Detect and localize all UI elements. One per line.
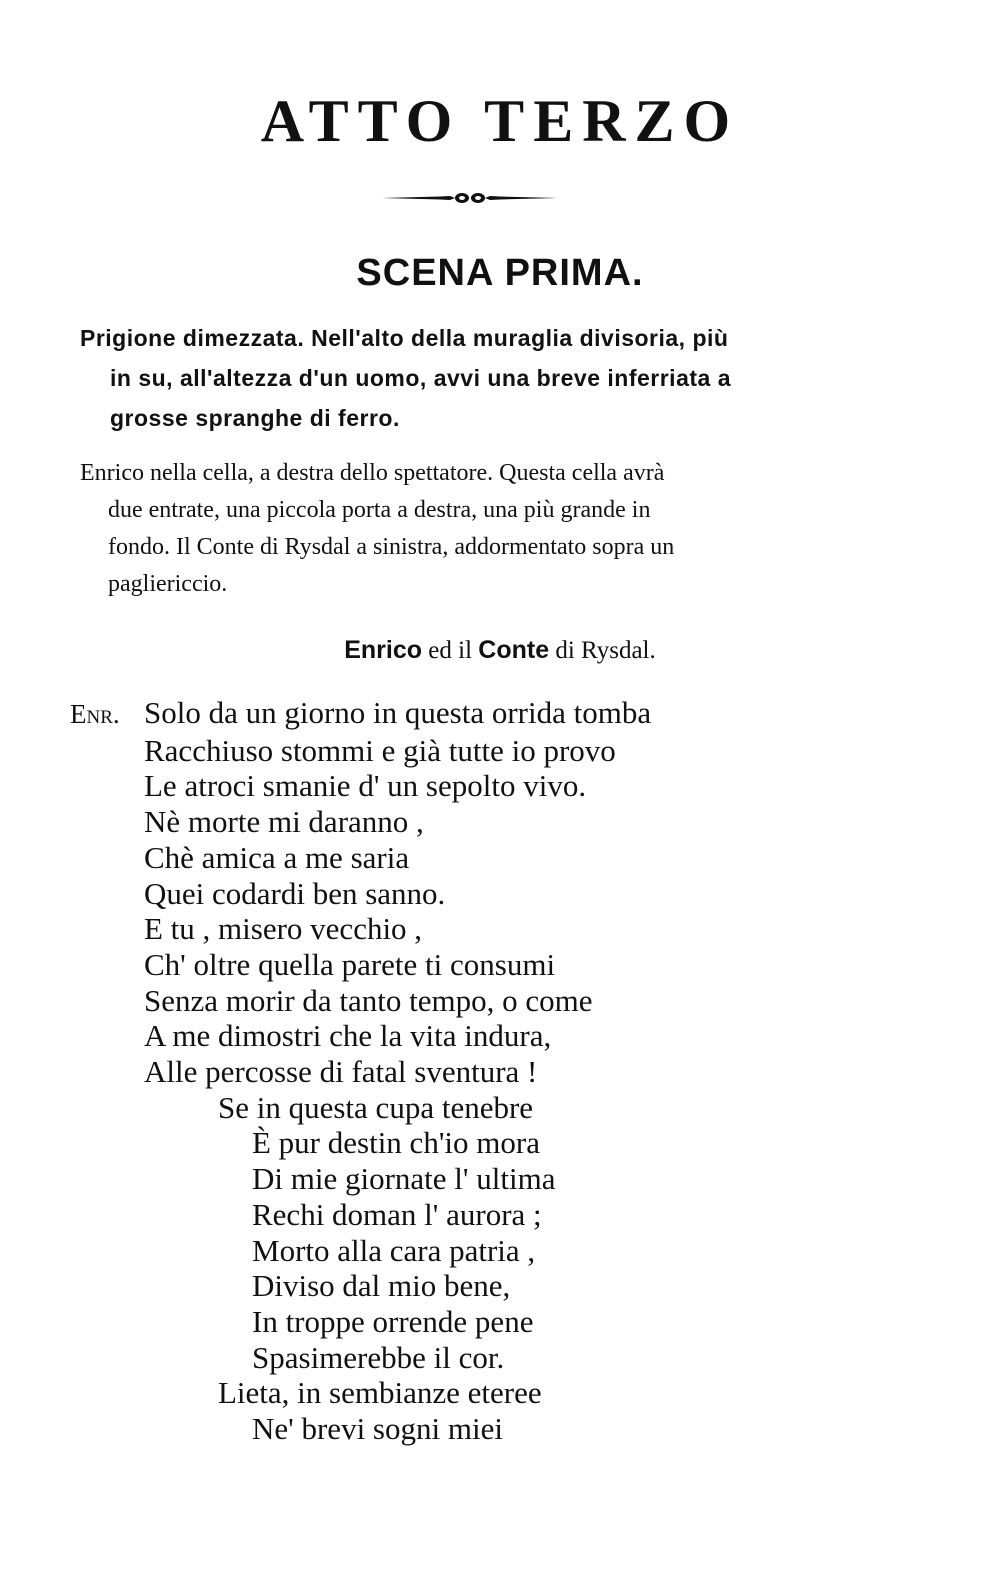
act-title: ATTO TERZO [260, 88, 740, 154]
verse-line: Alle percosse di fatal sventura ! [144, 1054, 538, 1090]
verse-line: Spasimerebbe il cor. [252, 1339, 505, 1375]
verse-line: Le atroci smanie d' un sepolto vivo. [144, 768, 587, 804]
verse-line: Lieta, in sembianze eteree [218, 1375, 542, 1411]
verse-line: Di mie giornate l' ultima [252, 1161, 556, 1197]
stage-line: pagliericcio. [108, 571, 228, 597]
verse-line: Morto alla cara patria , [252, 1232, 536, 1268]
character-name: Conte [478, 636, 550, 664]
verse-line: Se in questa cupa tenebre [218, 1089, 534, 1125]
verse-line: È pur destin ch'io mora [252, 1125, 540, 1161]
verse-line: In troppe orrende pene [252, 1303, 534, 1339]
setting-description [80, 318, 880, 438]
verse-line: Nè morte mi daranno , [144, 804, 424, 840]
character-name: Enrico [344, 636, 423, 664]
verse-line: E tu , misero vecchio , [144, 911, 423, 947]
characters-joiner: di Rysdal. [549, 637, 656, 664]
stage-direction [80, 455, 880, 603]
verse-line [70, 695, 930, 733]
setting-line: in su, all'altezza d'un uomo, avvi una breve inferriata a [110, 365, 731, 391]
stage-line: Enrico nella cella, a destra dello spettatore. Questa cella avrà [80, 460, 665, 486]
verse-text: Solo da un giorno in questa orrida tomba [144, 695, 652, 730]
verse-line: Senza morir da tanto tempo, o come [144, 982, 593, 1018]
ornament-divider [380, 190, 560, 206]
characters-joiner: ed il [422, 637, 479, 664]
verse-line: Quei codardi ben sanno. [144, 875, 446, 911]
setting-line: grosse spranghe di ferro. [110, 405, 400, 431]
verse-block [70, 695, 930, 1447]
verse-line: Diviso dal mio bene, [252, 1268, 511, 1304]
stage-line: due entrate, una piccola porta a destra, una più grande in [108, 497, 651, 523]
characters-on-stage [0, 632, 1000, 669]
verse-line: Racchiuso stommi e già tutte io provo [144, 732, 616, 768]
verse-line: Ch' oltre quella parete ti consumi [144, 946, 556, 982]
verse-line: Chè amica a me saria [144, 839, 410, 875]
verse-line: A me dimostri che la vita indura, [144, 1018, 552, 1054]
stage-line: fondo. Il Conte di Rysdal a sinistra, addormentato sopra un [108, 534, 675, 560]
verse-line: Ne' brevi sogni miei [252, 1411, 503, 1447]
speaker-label: Enr. [70, 699, 120, 729]
scene-title: SCENA PRIMA. [356, 252, 644, 294]
setting-line: Prigione dimezzata. Nell'alto della muraglia divisoria, più [80, 325, 729, 351]
verse-line: Rechi doman l' aurora ; [252, 1196, 542, 1232]
